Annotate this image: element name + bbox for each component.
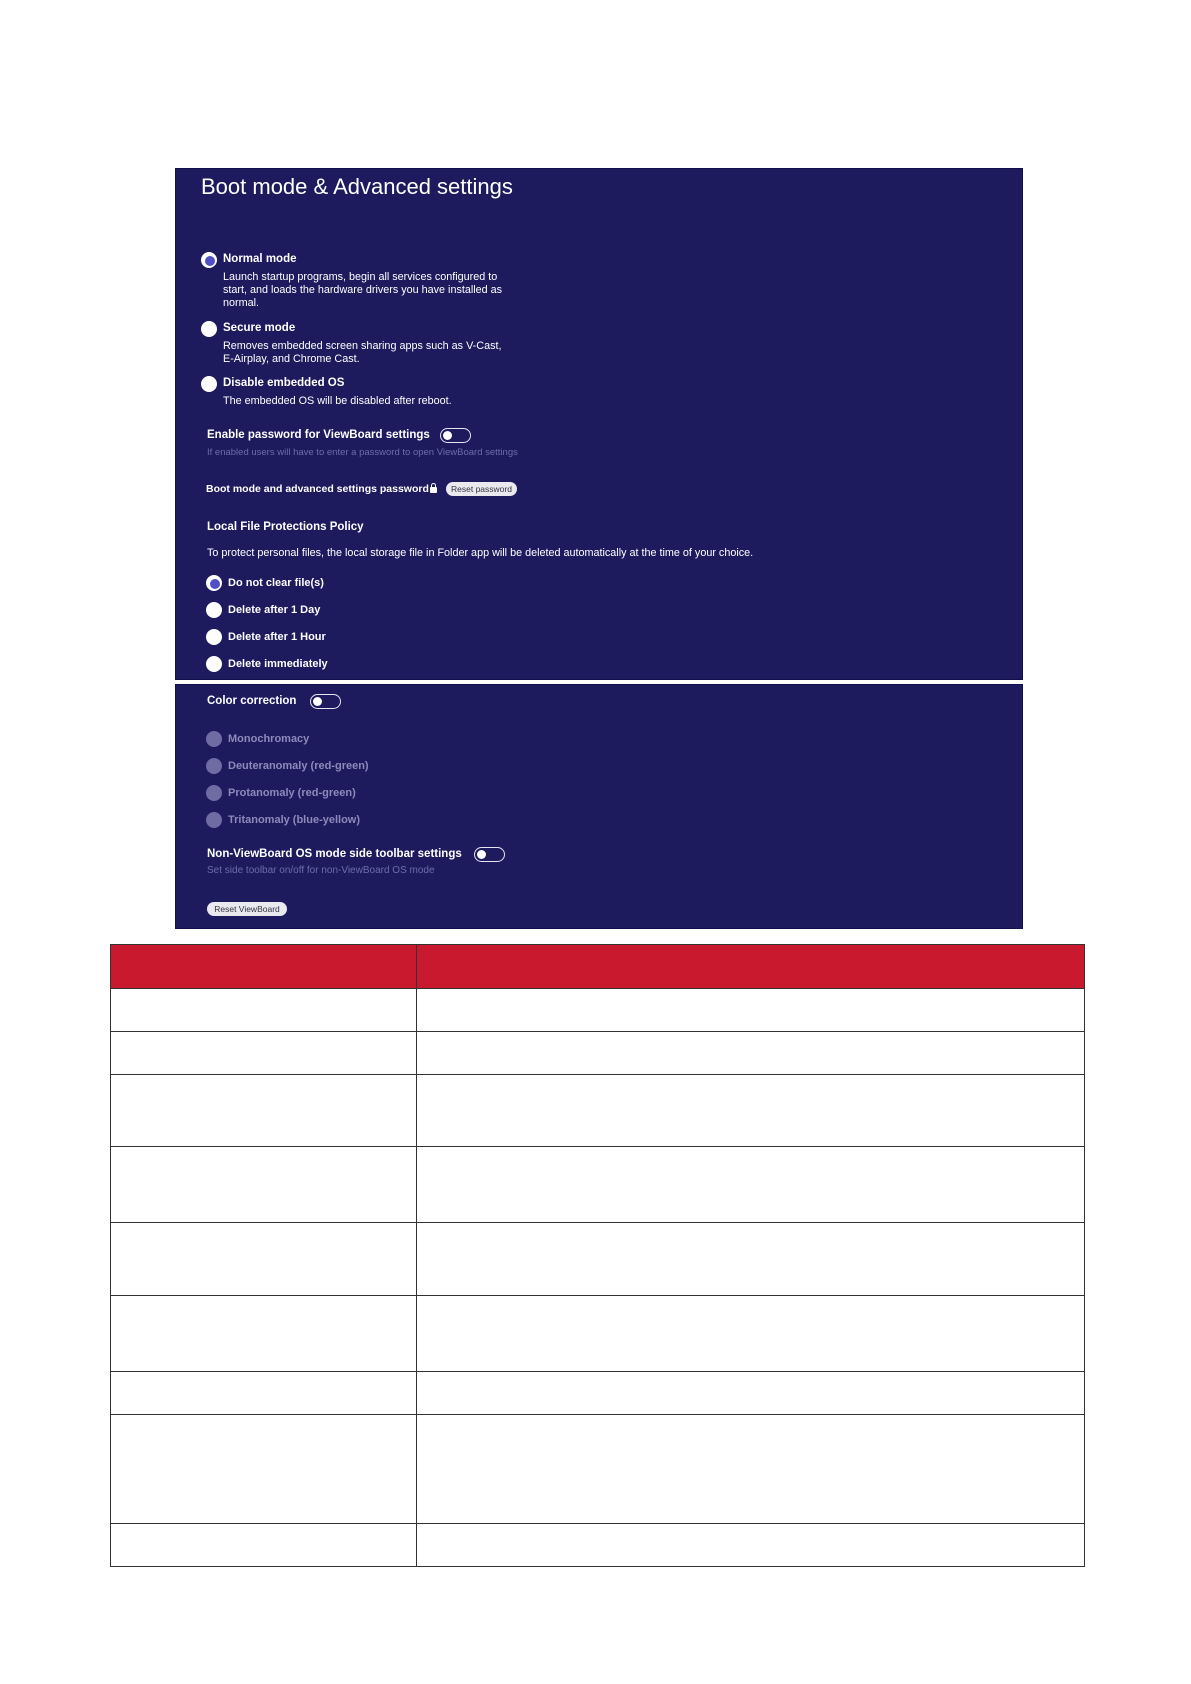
radio-delete-1-day[interactable] <box>206 602 222 618</box>
disable-embedded-os-label: Disable embedded OS <box>223 377 345 389</box>
table-cell <box>111 1415 417 1524</box>
delete-immediately-label: Delete immediately <box>228 658 328 670</box>
table-row <box>111 989 1085 1032</box>
radio-delete-immediately[interactable] <box>206 656 222 672</box>
table-row <box>111 1032 1085 1075</box>
radio-deuteranomaly[interactable] <box>206 758 222 774</box>
delete-1-hour-label: Delete after 1 Hour <box>228 631 326 643</box>
color-correction-label: Color correction <box>207 695 297 707</box>
monochromacy-label: Monochromacy <box>228 733 310 745</box>
table-header-row <box>111 945 1085 989</box>
normal-mode-description: Launch startup programs, begin all services configured to start, and loads the hardware drivers you have installed as normal. <box>223 271 503 309</box>
radio-normal-mode[interactable] <box>201 252 217 268</box>
table-cell <box>417 1147 1085 1223</box>
table-row <box>111 1524 1085 1567</box>
toolbar-toggle[interactable] <box>474 847 505 862</box>
color-correction-panel <box>175 684 1023 929</box>
radio-delete-1-hour[interactable] <box>206 629 222 645</box>
table-cell <box>111 1223 417 1296</box>
password-row-label: Boot mode and advanced settings password <box>206 483 429 495</box>
disable-embedded-os-description: The embedded OS will be disabled after reboot. <box>223 395 452 407</box>
do-not-clear-label: Do not clear file(s) <box>228 577 324 589</box>
table-row <box>111 1415 1085 1524</box>
table-header-cell <box>417 945 1085 989</box>
password-toggle[interactable] <box>440 428 471 443</box>
radio-disable-embedded-os[interactable] <box>201 376 217 392</box>
toolbar-toggle-label: Non-ViewBoard OS mode side toolbar settings <box>207 848 462 860</box>
radio-tritanomaly[interactable] <box>206 812 222 828</box>
table-cell <box>111 1032 417 1075</box>
reset-viewboard-button[interactable]: Reset ViewBoard <box>207 902 287 916</box>
table-cell <box>111 1075 417 1147</box>
table-cell <box>417 1372 1085 1415</box>
table-cell <box>417 1415 1085 1524</box>
password-toggle-hint: If enabled users will have to enter a password to open ViewBoard settings <box>207 447 518 458</box>
page-title: Boot mode & Advanced settings <box>201 174 513 199</box>
color-correction-toggle[interactable] <box>310 694 341 709</box>
protanomaly-label: Protanomaly (red-green) <box>228 787 356 799</box>
password-toggle-label: Enable password for ViewBoard settings <box>207 429 430 441</box>
table-cell <box>417 1223 1085 1296</box>
radio-protanomaly[interactable] <box>206 785 222 801</box>
table-cell <box>111 989 417 1032</box>
table-row <box>111 1075 1085 1147</box>
table-cell <box>417 1032 1085 1075</box>
table-cell <box>111 1296 417 1372</box>
radio-do-not-clear[interactable] <box>206 575 222 591</box>
table-cell <box>417 1524 1085 1567</box>
table-row <box>111 1223 1085 1296</box>
delete-1-day-label: Delete after 1 Day <box>228 604 321 616</box>
secure-mode-description: Removes embedded screen sharing apps such as V-Cast, E-Airplay, and Chrome Cast. <box>223 340 502 365</box>
file-policy-heading: Local File Protections Policy <box>207 521 364 533</box>
settings-table <box>110 944 1085 1567</box>
table-row <box>111 1296 1085 1372</box>
table-cell <box>417 1075 1085 1147</box>
table-cell <box>111 1372 417 1415</box>
table-cell <box>417 1296 1085 1372</box>
deuteranomaly-label: Deuteranomaly (red-green) <box>228 760 369 772</box>
file-policy-description: To protect personal files, the local storage file in Folder app will be deleted automatically at the time of your choice. <box>207 547 754 559</box>
secure-mode-label: Secure mode <box>223 322 296 334</box>
radio-secure-mode[interactable] <box>201 321 217 337</box>
lock-icon <box>430 487 437 493</box>
table-header-cell <box>111 945 417 989</box>
table-row <box>111 1147 1085 1223</box>
table-cell <box>417 989 1085 1032</box>
table-cell <box>111 1524 417 1567</box>
normal-mode-label: Normal mode <box>223 253 297 265</box>
table-cell <box>111 1147 417 1223</box>
reset-password-button[interactable]: Reset password <box>446 482 517 496</box>
tritanomaly-label: Tritanomaly (blue-yellow) <box>228 814 361 826</box>
table-row <box>111 1372 1085 1415</box>
radio-monochromacy[interactable] <box>206 731 222 747</box>
toolbar-toggle-hint: Set side toolbar on/off for non-ViewBoard OS mode <box>207 865 435 876</box>
boot-mode-panel <box>175 168 1023 680</box>
